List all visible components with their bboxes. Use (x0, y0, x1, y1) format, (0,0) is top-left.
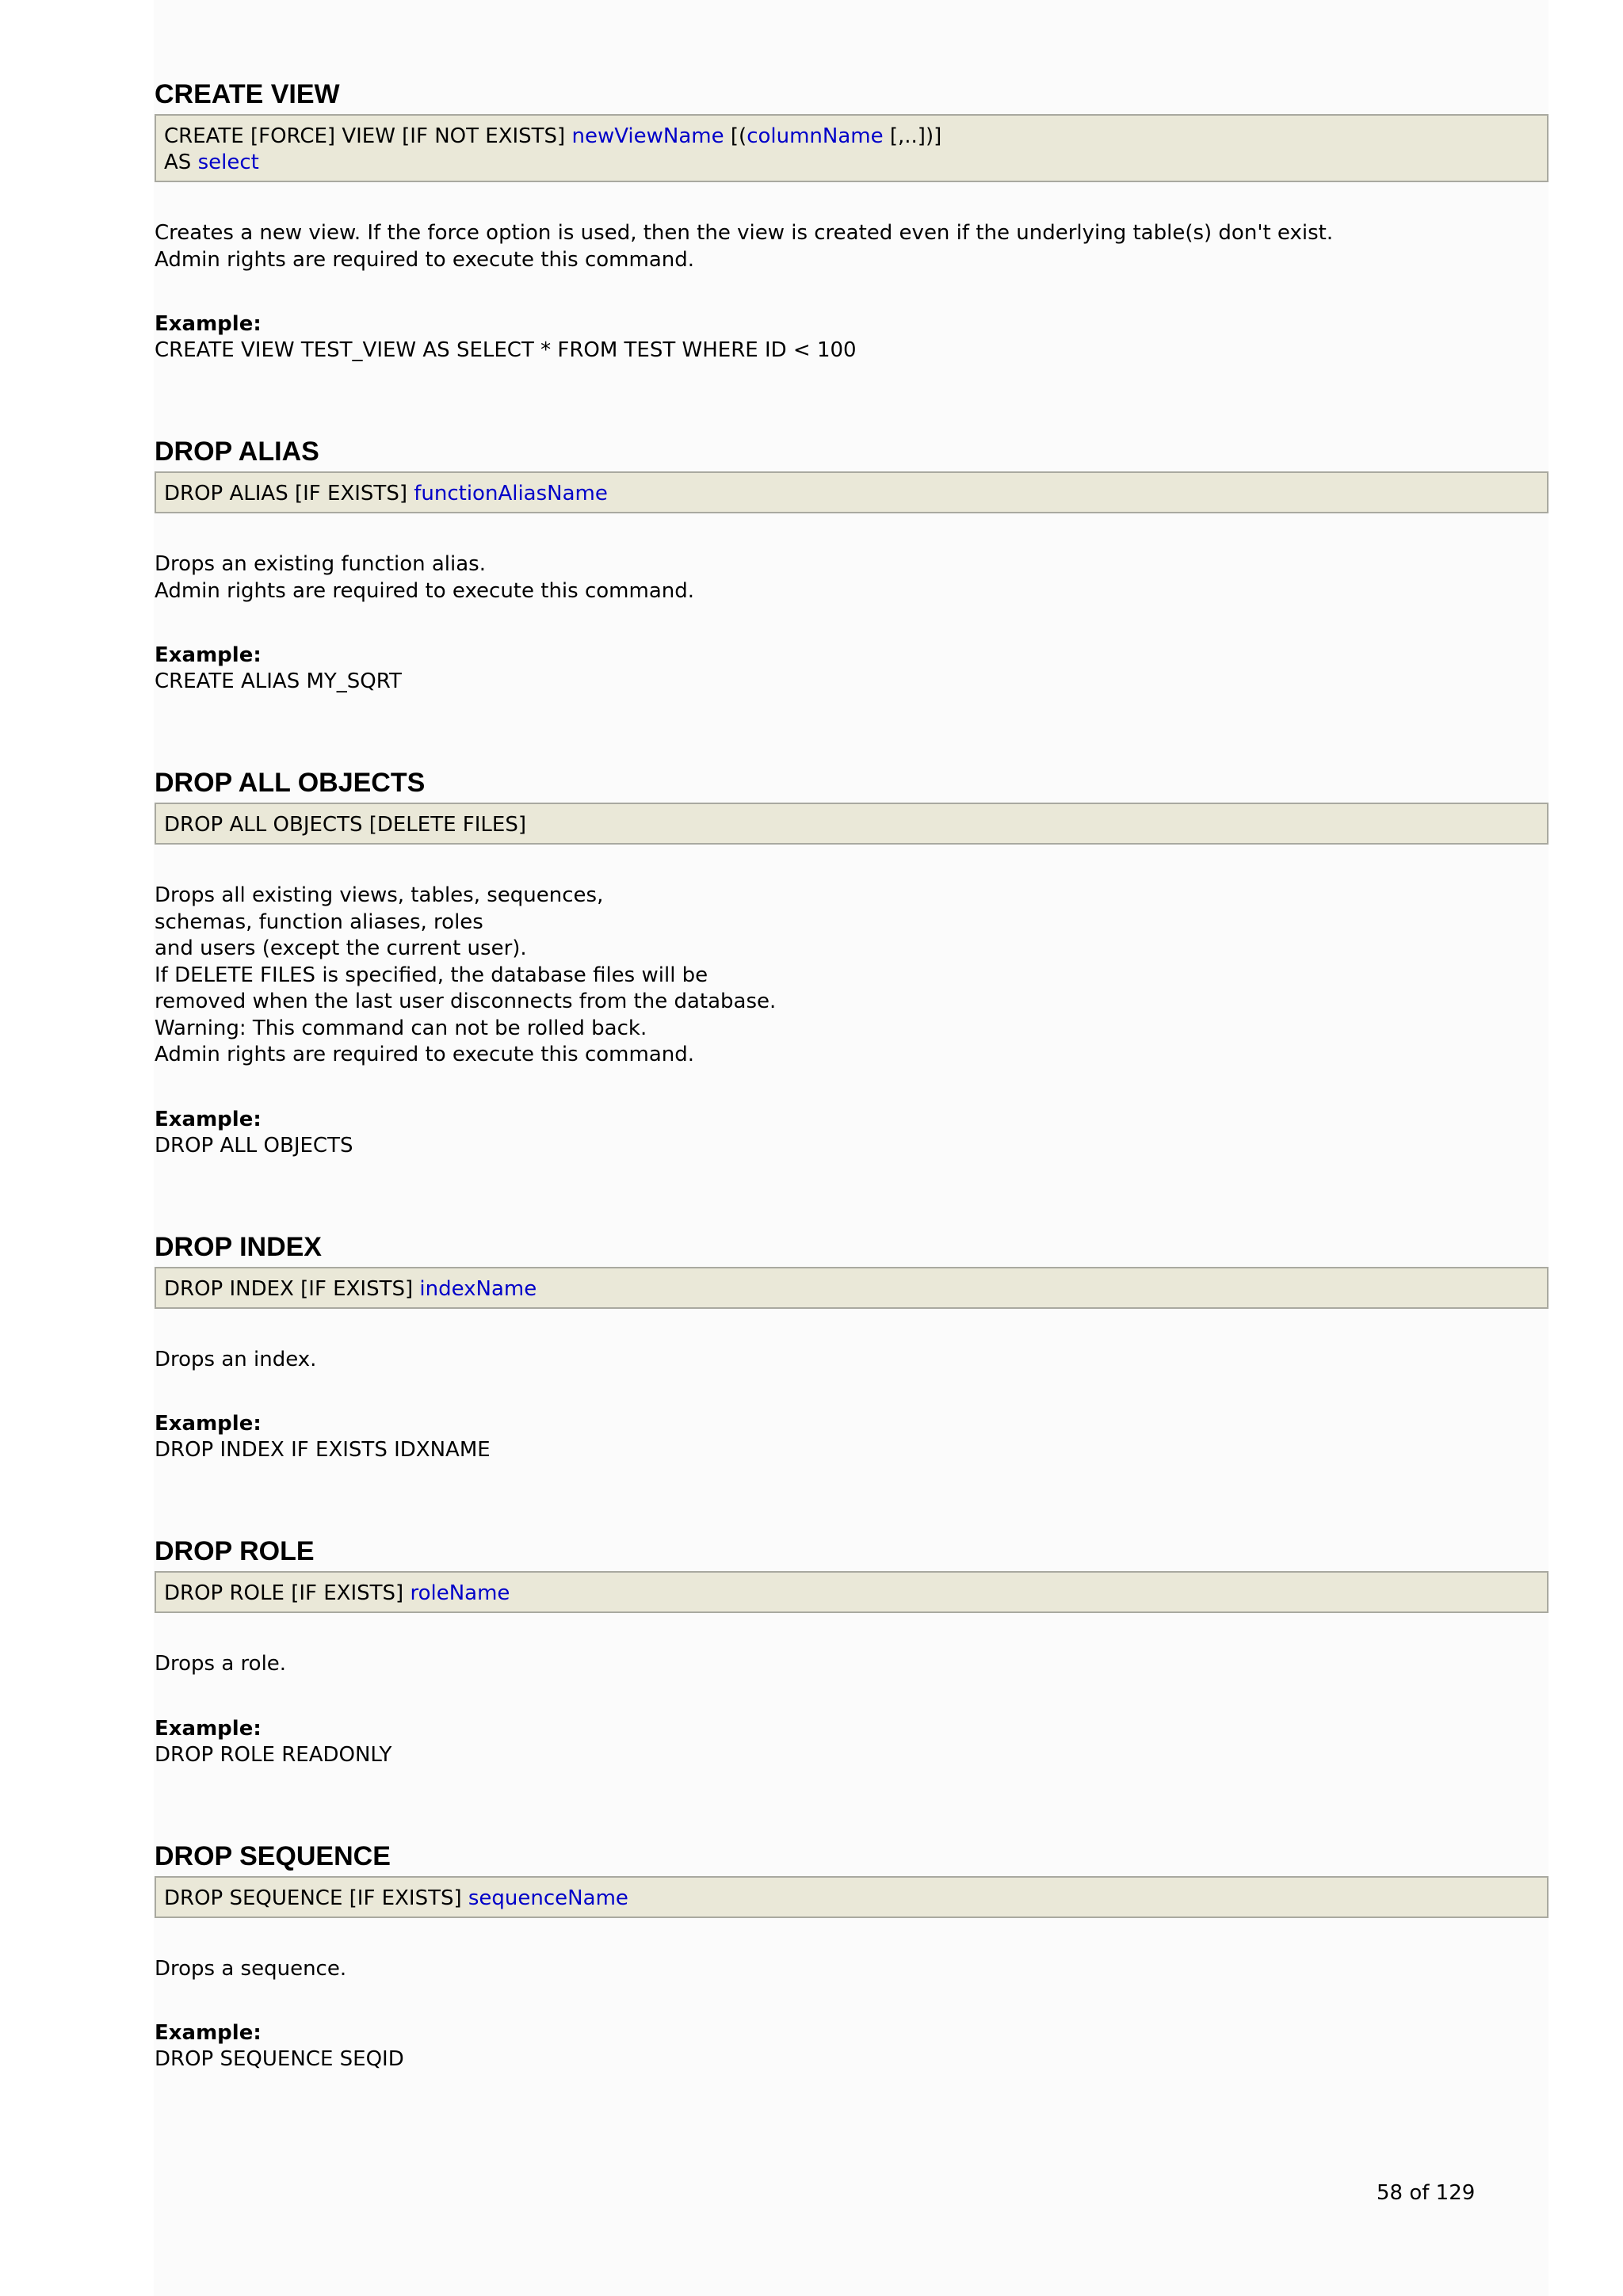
example-code: DROP ROLE READONLY (155, 1742, 392, 1767)
syntax-line (164, 1276, 1539, 1302)
syntax-line (164, 1581, 1539, 1607)
example-label: Example: (155, 1107, 262, 1131)
command-section (155, 763, 1549, 1159)
section-description (155, 220, 1549, 273)
syntax-keyword: DROP ALL OBJECTS [DELETE FILES] (164, 813, 526, 837)
section-title: DROP ROLE (155, 1536, 315, 1566)
syntax-box (155, 1571, 1549, 1613)
syntax-reference-link[interactable]: indexName (419, 1276, 537, 1301)
description-line: Drops all existing views, tables, sequences, (155, 883, 604, 907)
example-label: Example: (155, 312, 262, 336)
description-line: Drops a sequence. (155, 1956, 347, 1981)
syntax-keyword: [,..])] (883, 124, 942, 148)
example-code: DROP ALL OBJECTS (155, 1133, 353, 1158)
syntax-reference-link[interactable]: roleName (410, 1581, 510, 1605)
document-body (155, 74, 1549, 2073)
syntax-keyword: AS (164, 151, 198, 174)
example-code: DROP INDEX IF EXISTS IDXNAME (155, 1438, 491, 1462)
example-label: Example: (155, 1716, 262, 1741)
example-code: CREATE ALIAS MY_SQRT (155, 669, 402, 693)
example-label: Example: (155, 1412, 262, 1436)
description-line: Admin rights are required to execute this command. (155, 578, 695, 603)
syntax-keyword: DROP INDEX [IF EXISTS] (164, 1276, 420, 1301)
description-line: Drops a role. (155, 1652, 287, 1676)
example-code: CREATE VIEW TEST_VIEW AS SELECT * FROM TEST WHERE ID < 100 (155, 338, 857, 362)
command-section (155, 1227, 1549, 1464)
syntax-box (155, 803, 1549, 845)
syntax-keyword: DROP ROLE [IF EXISTS] (164, 1581, 411, 1605)
syntax-keyword: DROP ALIAS [IF EXISTS] (164, 482, 414, 505)
syntax-line (164, 481, 1539, 507)
section-description (155, 1651, 1549, 1678)
section-title: DROP SEQUENCE (155, 1840, 391, 1871)
description-line: Admin rights are required to execute this command. (155, 247, 695, 272)
syntax-reference-link[interactable]: newViewName (571, 124, 724, 148)
section-description (155, 1956, 1549, 1983)
description-line: Creates a new view. If the force option is used, then the view is created even if the underlying table(s) don't exist. (155, 221, 1334, 245)
section-title: DROP INDEX (155, 1231, 322, 1262)
description-line: Admin rights are required to execute this command. (155, 1043, 695, 1066)
syntax-keyword: DROP SEQUENCE [IF EXISTS] (164, 1886, 468, 1910)
command-section (155, 1531, 1549, 1768)
syntax-keyword: [( (724, 124, 747, 148)
description-line: schemas, function aliases, roles (155, 910, 483, 934)
syntax-reference-link[interactable]: columnName (747, 124, 884, 148)
example-code: DROP SEQUENCE SEQID (155, 2047, 404, 2071)
description-line: Warning: This command can not be rolled back. (155, 1016, 647, 1040)
syntax-line (164, 1886, 1539, 1912)
section-description (155, 1347, 1549, 1374)
section-title: DROP ALIAS (155, 437, 319, 467)
command-section (155, 1836, 1549, 2073)
section-description (155, 551, 1549, 605)
syntax-reference-link[interactable]: sequenceName (468, 1886, 628, 1910)
command-section (155, 432, 1549, 695)
section-description (155, 883, 1549, 1069)
description-line: Drops an index. (155, 1347, 317, 1371)
syntax-line (164, 812, 1539, 838)
syntax-box (155, 114, 1549, 182)
page-number: 58 of 129 (1377, 2181, 1476, 2205)
description-line: If DELETE FILES is specified, the database files will be (155, 963, 708, 987)
syntax-line (164, 124, 1539, 150)
syntax-reference-link[interactable]: functionAliasName (414, 482, 608, 505)
section-title: CREATE VIEW (155, 79, 340, 109)
example-label: Example: (155, 643, 262, 667)
description-line: Drops an existing function alias. (155, 552, 486, 576)
description-line: removed when the last user disconnects from the database. (155, 990, 777, 1013)
syntax-box (155, 1876, 1549, 1918)
section-title: DROP ALL OBJECTS (155, 768, 426, 798)
syntax-keyword: CREATE [FORCE] VIEW [IF NOT EXISTS] (164, 124, 572, 148)
command-section (155, 74, 1549, 364)
syntax-line (164, 150, 1539, 176)
syntax-box (155, 1267, 1549, 1309)
syntax-reference-link[interactable]: select (197, 151, 259, 174)
description-line: and users (except the current user). (155, 936, 527, 960)
syntax-box (155, 471, 1549, 513)
example-label: Example: (155, 2021, 262, 2045)
